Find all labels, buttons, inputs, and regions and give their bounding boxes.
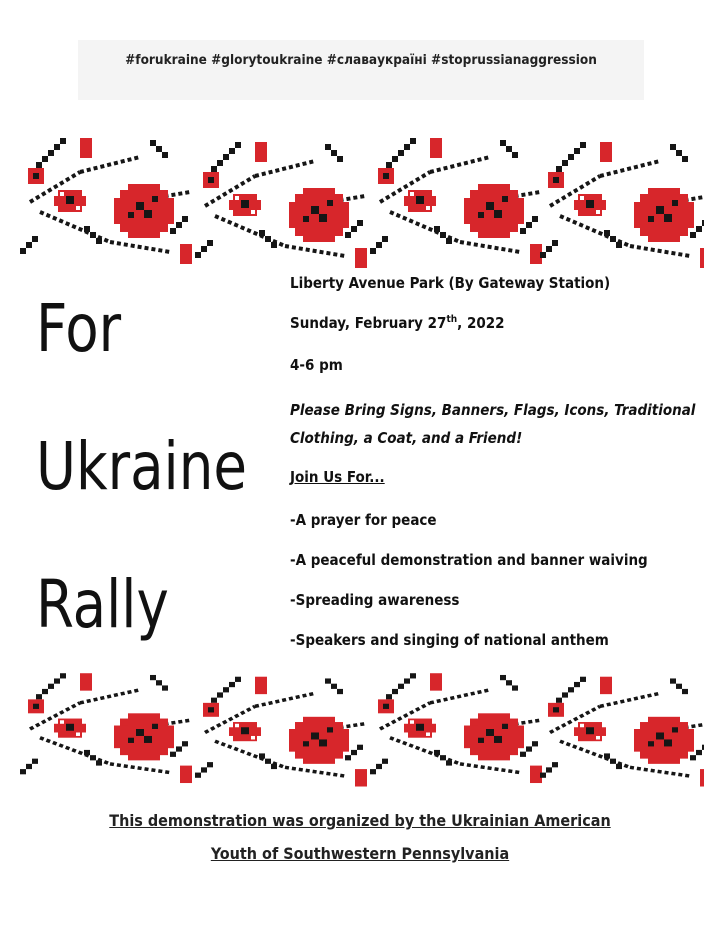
title-line-rally: Rally [36,566,169,643]
event-time: 4-6 pm [290,356,343,374]
event-date-suffix: th [446,314,458,325]
list-item: -Speakers and singing of national anthem [290,631,609,649]
event-date-main: Sunday, February 27 [290,314,447,332]
hashtags-banner: #forukraine #glorytoukraine #славаукраїні #stoprussianaggression [78,40,644,100]
title-line-for: For [36,290,122,367]
activities-list [290,508,648,668]
list-item: -A peaceful demonstration and banner waiving [290,551,648,569]
event-date [290,314,505,332]
bring-items-note: Please Bring Signs, Banners, Flags, Icons, Traditional Clothing, a Coat, and a Friend! [290,401,696,447]
title-line-ukraine: Ukraine [36,428,247,505]
event-date-year: , 2022 [457,314,505,332]
event-location: Liberty Avenue Park (By Gateway Station) [290,274,611,292]
organizer-credit [0,804,720,870]
embroidery-border-top [20,132,704,272]
join-heading: Join Us For... [290,468,385,486]
organizer-line-2: Youth of Southwestern Pennsylvania [210,844,510,863]
list-item: -A prayer for peace [290,511,437,529]
organizer-line-1: This demonstration was organized by the Ukrainian American [109,811,611,830]
list-item: -Spreading awareness [290,591,460,609]
embroidery-border-bottom [20,668,704,790]
